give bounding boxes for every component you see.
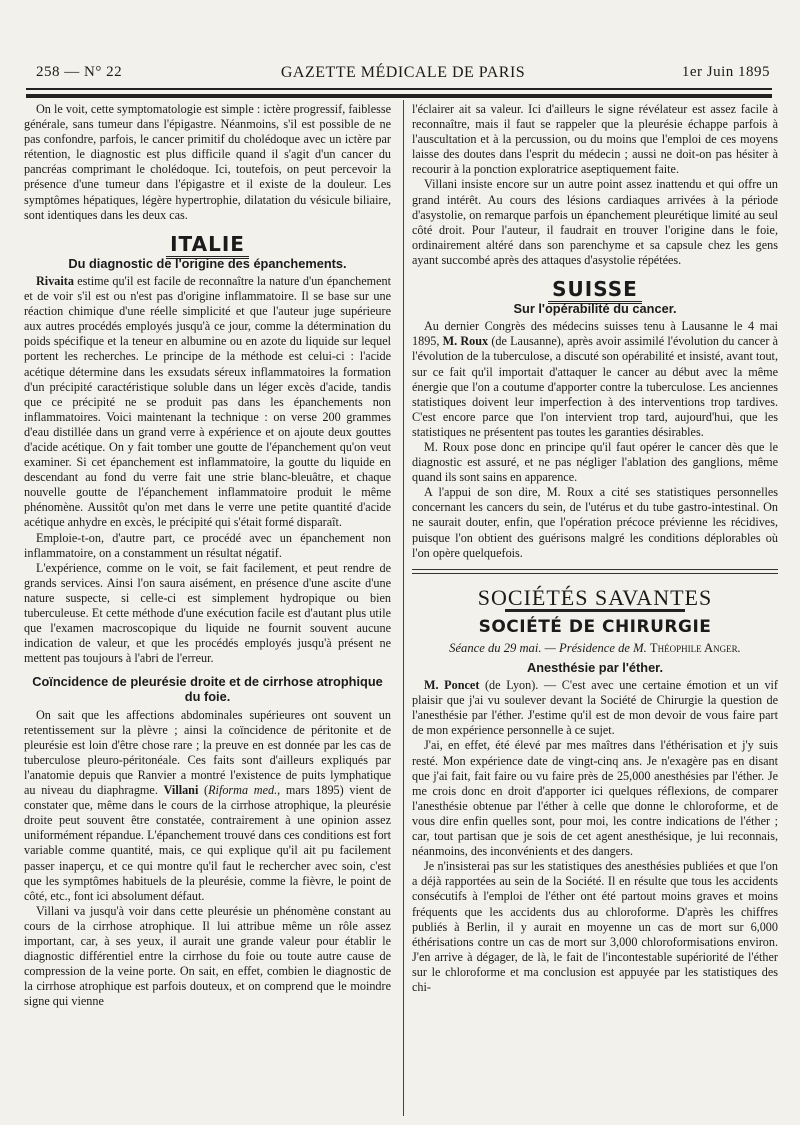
paragraph: Villani va jusqu'à voir dans cette pleurésie un phénomène constant au cours de la cirrhose atrophique. Il lui attribue même un rôle assez important, car, à ses yeux, il aurait une grande valeur pour établir le diagnostic différentiel entre la cirrhose du foie ou toute autre cause de compression de la veine porte. On sait, en effet, combien le diagnostic de la cirrhose atrophique est parfois douteux, et on comprend que le moindre signe qui vienne bbox=[24, 903, 391, 1009]
section-divider bbox=[412, 569, 778, 574]
pleurisy-subtitle: Coïncidence de pleurésie droite et de cirrhose atrophique du foie. bbox=[32, 674, 383, 705]
anesthesie-subtitle: Anesthésie par l'éther. bbox=[526, 660, 664, 675]
italie-subtitle: Du diagnostic de l'origine des épanchements. bbox=[68, 255, 347, 271]
author-name: M. Roux bbox=[442, 334, 489, 349]
column-separator bbox=[403, 100, 404, 1116]
section-title-italie: ITALIE bbox=[24, 237, 391, 252]
paragraph: L'expérience, comme on le voit, se fait facilement, et peut rendre de grands services. Ainsi l'on saura aisément, en présence d'une ascite d'une nature suspecte, si celle-ci est simplement hydropique ou bien tuberculeuse. Et cette méthode d'une exécution facile est d'autant plus utile que l'examen macroscopique du liquide ne fournit souvent aucune indication de valeur, et que les procédés employés jusqu'à présent ne mettent pas toujours à l'abri de l'erreur. bbox=[24, 560, 391, 666]
issue-date: 1er Juin 1895 bbox=[681, 64, 770, 80]
author-name: Rivaita bbox=[36, 273, 74, 288]
suisse-subtitle: Sur l'opérabilité du cancer. bbox=[513, 301, 677, 317]
header-double-rule bbox=[26, 94, 772, 98]
journal-title: GAZETTE MÉDICALE DE PARIS bbox=[280, 64, 526, 81]
page-header bbox=[36, 64, 770, 84]
paragraph: M. Roux pose donc en principe qu'il faut opérer le cancer dès que le diagnostic est assuré, et ne pas négliger l'ablation des ganglions, même quand ils sont sains en apparence. bbox=[412, 439, 778, 485]
societes-title: SOCIÉTÉS SAVANTES bbox=[477, 584, 713, 610]
president-name: Théophile Anger bbox=[649, 640, 738, 655]
journal-ref: Riforma med. bbox=[208, 783, 278, 798]
section-title-suisse: SUISSE bbox=[412, 282, 778, 297]
intro-paragraph: On le voit, cette symptomatologie est simple : ictère progressif, faiblesse générale, sans tumeur dans l'épigastre. Néanmoins, s'il est possible de ne pas confondre, parfois, le cancer primitif du cholédoque avec un ictère par rétention, le diagnostic est plus difficile quand il s'agit d'un cancer du pancréas comprimant le cholédoque. Ici, toutefois, on peut percevoir la présence d'une tumeur dans l'épigastre et il existe de la douleur. Les symptômes hépatiques, légère hypertrophie, dilatation du vésicule biliaire, sont identiques dans les deux cas. bbox=[24, 102, 391, 222]
page-number: 258 — N° 22 bbox=[36, 64, 123, 80]
right-column bbox=[412, 102, 778, 1118]
rivaita-paragraph: Rivaita estime qu'il est facile de reconnaître la nature d'un épanchement et de voir s'il est ou n'est pas d'origine inflammatoire. Il se base sur une réaction chimique d'une réelle simplicité et que l'auteur juge supérieure aux autres procédés employés jusqu'à ce jour, comme la détermination du poids spécifique et la teneur en albumine ou en azote du liquide sur lequel portent les recherches. Le principe de la méthode est celui-ci : l'acide acétique détermine dans les exsudats séreux inflammatoires la formation d'un précipité caractéristique soluble dans un léger excès d'acide, tandis que ce précipité ne se produit pas dans les épanchements non inflammatoires. Voici maintenant la technique : on verse 200 grammes d'eau distillée dans un grand verre à expérience et on ajoute deux gouttes d'acide acétique. On y fait tomber une goutte de l'épanchement qu'on veut examiner. Si cet épanchement est inflammatoire, la goutte du liquide en descendant au fond du verre fait une strie blanc-bleuâtre, et chaque nouvelle goutte de l'épanchement inflammatoire produit le même phénomène. Aussitôt qu'on met dans le verre une petite quantité d'acide acétique anhydre en excès, le précipité qui s'était formé disparaît. bbox=[24, 273, 391, 530]
continued-paragraph: l'éclairer ait sa valeur. Ici d'ailleurs le signe révélateur est assez facile à reconnaître, mais il faut se rappeler que la pleurésie échappe parfois à l'auscultation et à la percussion, ou du moins que l'emploi de ces moyens laisse des doutes dans l'esprit du médecin ; aussi ne doit-on pas hésiter à recourir à la ponction exploratrice aseptiquement faite. bbox=[412, 102, 778, 177]
paragraph: A l'appui de son dire, M. Roux a cité ses statistiques personnelles concernant les cancers du sein, de l'utérus et du tube gastro-intestinal. On ne saurait douter, enfin, que l'opération précoce prévienne les récidives, puisque l'on obtient des guérisons malgré les conditions déplorables où l'on opère quelquefois. bbox=[412, 485, 778, 560]
left-column bbox=[24, 102, 391, 1118]
paragraph: Emploie-t-on, d'autre part, ce procédé avec un épanchement non inflammatoire, on a constamment un résultat négatif. bbox=[24, 530, 391, 560]
poncet-paragraph: M. Poncet (de Lyon). — C'est avec une certaine émotion et un vif plaisir que j'ai vu soulever devant la Société de Chirurgie la question de l'anesthésie par l'éther. J'estime qu'il est de mon devoir de vous faire part de mon expérience personnelle à ce sujet. bbox=[412, 678, 778, 738]
paragraph: Je n'insisterai pas sur les statistiques des anesthésies publiées et que l'on a déjà rapportées au sein de la Société. Il en résulte que tous les accidents consécutifs à l'emploi de l'éther ont été partout moins graves et moins fréquents que les accidents dus au chloroforme. D'après les chiffres publiés à Berlin, il y aurait en moyenne un cas de mort sur 6,000 éthérisations contre un cas de mort sur 3,000 chloroformisations environ. J'en arrive à dégager, de là, le fait de l'incontestable supériorité de l'éther sur le chloroforme et ma conclusion est appuyée par les statistiques des chi- bbox=[412, 859, 778, 994]
author-name: M. Poncet bbox=[424, 678, 480, 693]
paragraph: J'ai, en effet, été élevé par mes maîtres dans l'éthérisation et j'y suis resté. Mon expérience date de vingt-cinq ans. Je n'exagère pas en disant que j'ai fait, fait faire ou vu faire près de 25,000 anesthésies par l'éther. Je me crois donc en droit d'apporter ici quelques réflexions, de comparer l'anesthésie obtenue par l'éther à celle que donne le chloroforme, et de vous dire enfin quelles sont, pour moi, les contre indications de l'éther ; car, tout partisan que je sois de cet agent anesthésique, je lui reconnais, néanmoins, des inconvénients et des dangers. bbox=[412, 738, 778, 859]
author-name: Villani bbox=[163, 783, 199, 798]
header-rule bbox=[26, 88, 772, 90]
villani-paragraph: On sait que les affections abdominales supérieures ont souvent un retentissement sur la plèvre ; ainsi la coïncidence de péritonite et de pleurésie est loin d'être chose rare ; la preuve en est donnée par les cas de tuberculose pleuro-péritonéale. Ces faits sont d'ailleurs expliqués par l'anatomie depuis que Ranvier a montré l'existence de puits lymphatique au niveau du diaphragme. Villani (Riforma med., mars 1895) vient de constater que, même dans le cours de la cirrhose atrophique, la pleurésie droite peut souvent être constatée, contrairement à une opinion assez uniformément répandue. L'épanchement trouvé dans ces conditions est fort variable comme quantité, mais, ce qui explique qu'il ait pu facilement passer inaperçu, et ce qui montre qu'il faut le rechercher avec soin, c'est que les symptômes habituels de la pleurésie, comme la fièvre, le point de côté, etc., font ici absolument défaut. bbox=[24, 707, 391, 903]
chirurgie-title: SOCIÉTÉ DE CHIRURGIE bbox=[478, 616, 712, 637]
seance-line: Séance du 29 mai. — Présidence de M. Théophile Anger. bbox=[449, 640, 741, 655]
paragraph: Villani insiste encore sur un autre point assez inattendu et qui offre un grand intérêt. Au cours des lésions cardiaques arrivées à la période d'asystolie, on remarque parfois un épanchement pleurétique limité au seul côté droit. Pour l'auteur, il faudrait en trouver l'origine dans le foie, ordinairement altéré dans son parenchyme et sa capsule chez les gens ayant succombé après des attaques d'asystolie répétées. bbox=[412, 177, 778, 267]
roux-paragraph: Au dernier Congrès des médecins suisses tenu à Lausanne le 4 mai 1895, M. Roux (de Lausanne), après avoir assimilé l'évolution du cancer à l'évolution de la tuberculose, a discuté son opérabilité et insisté, avant tout, sur ce fait qu'il importait d'attaquer le cancer au début avec la même énergie que l'on a coutume d'apporter contre la tuberculose. Les anciennes statistiques doivent leur imperfection à des interventions trop tardives. C'est encore parce que l'on intervient trop tard, aujourd'hui, que les statistiques ne présentent pas toutes les garanties désirables. bbox=[412, 319, 778, 439]
